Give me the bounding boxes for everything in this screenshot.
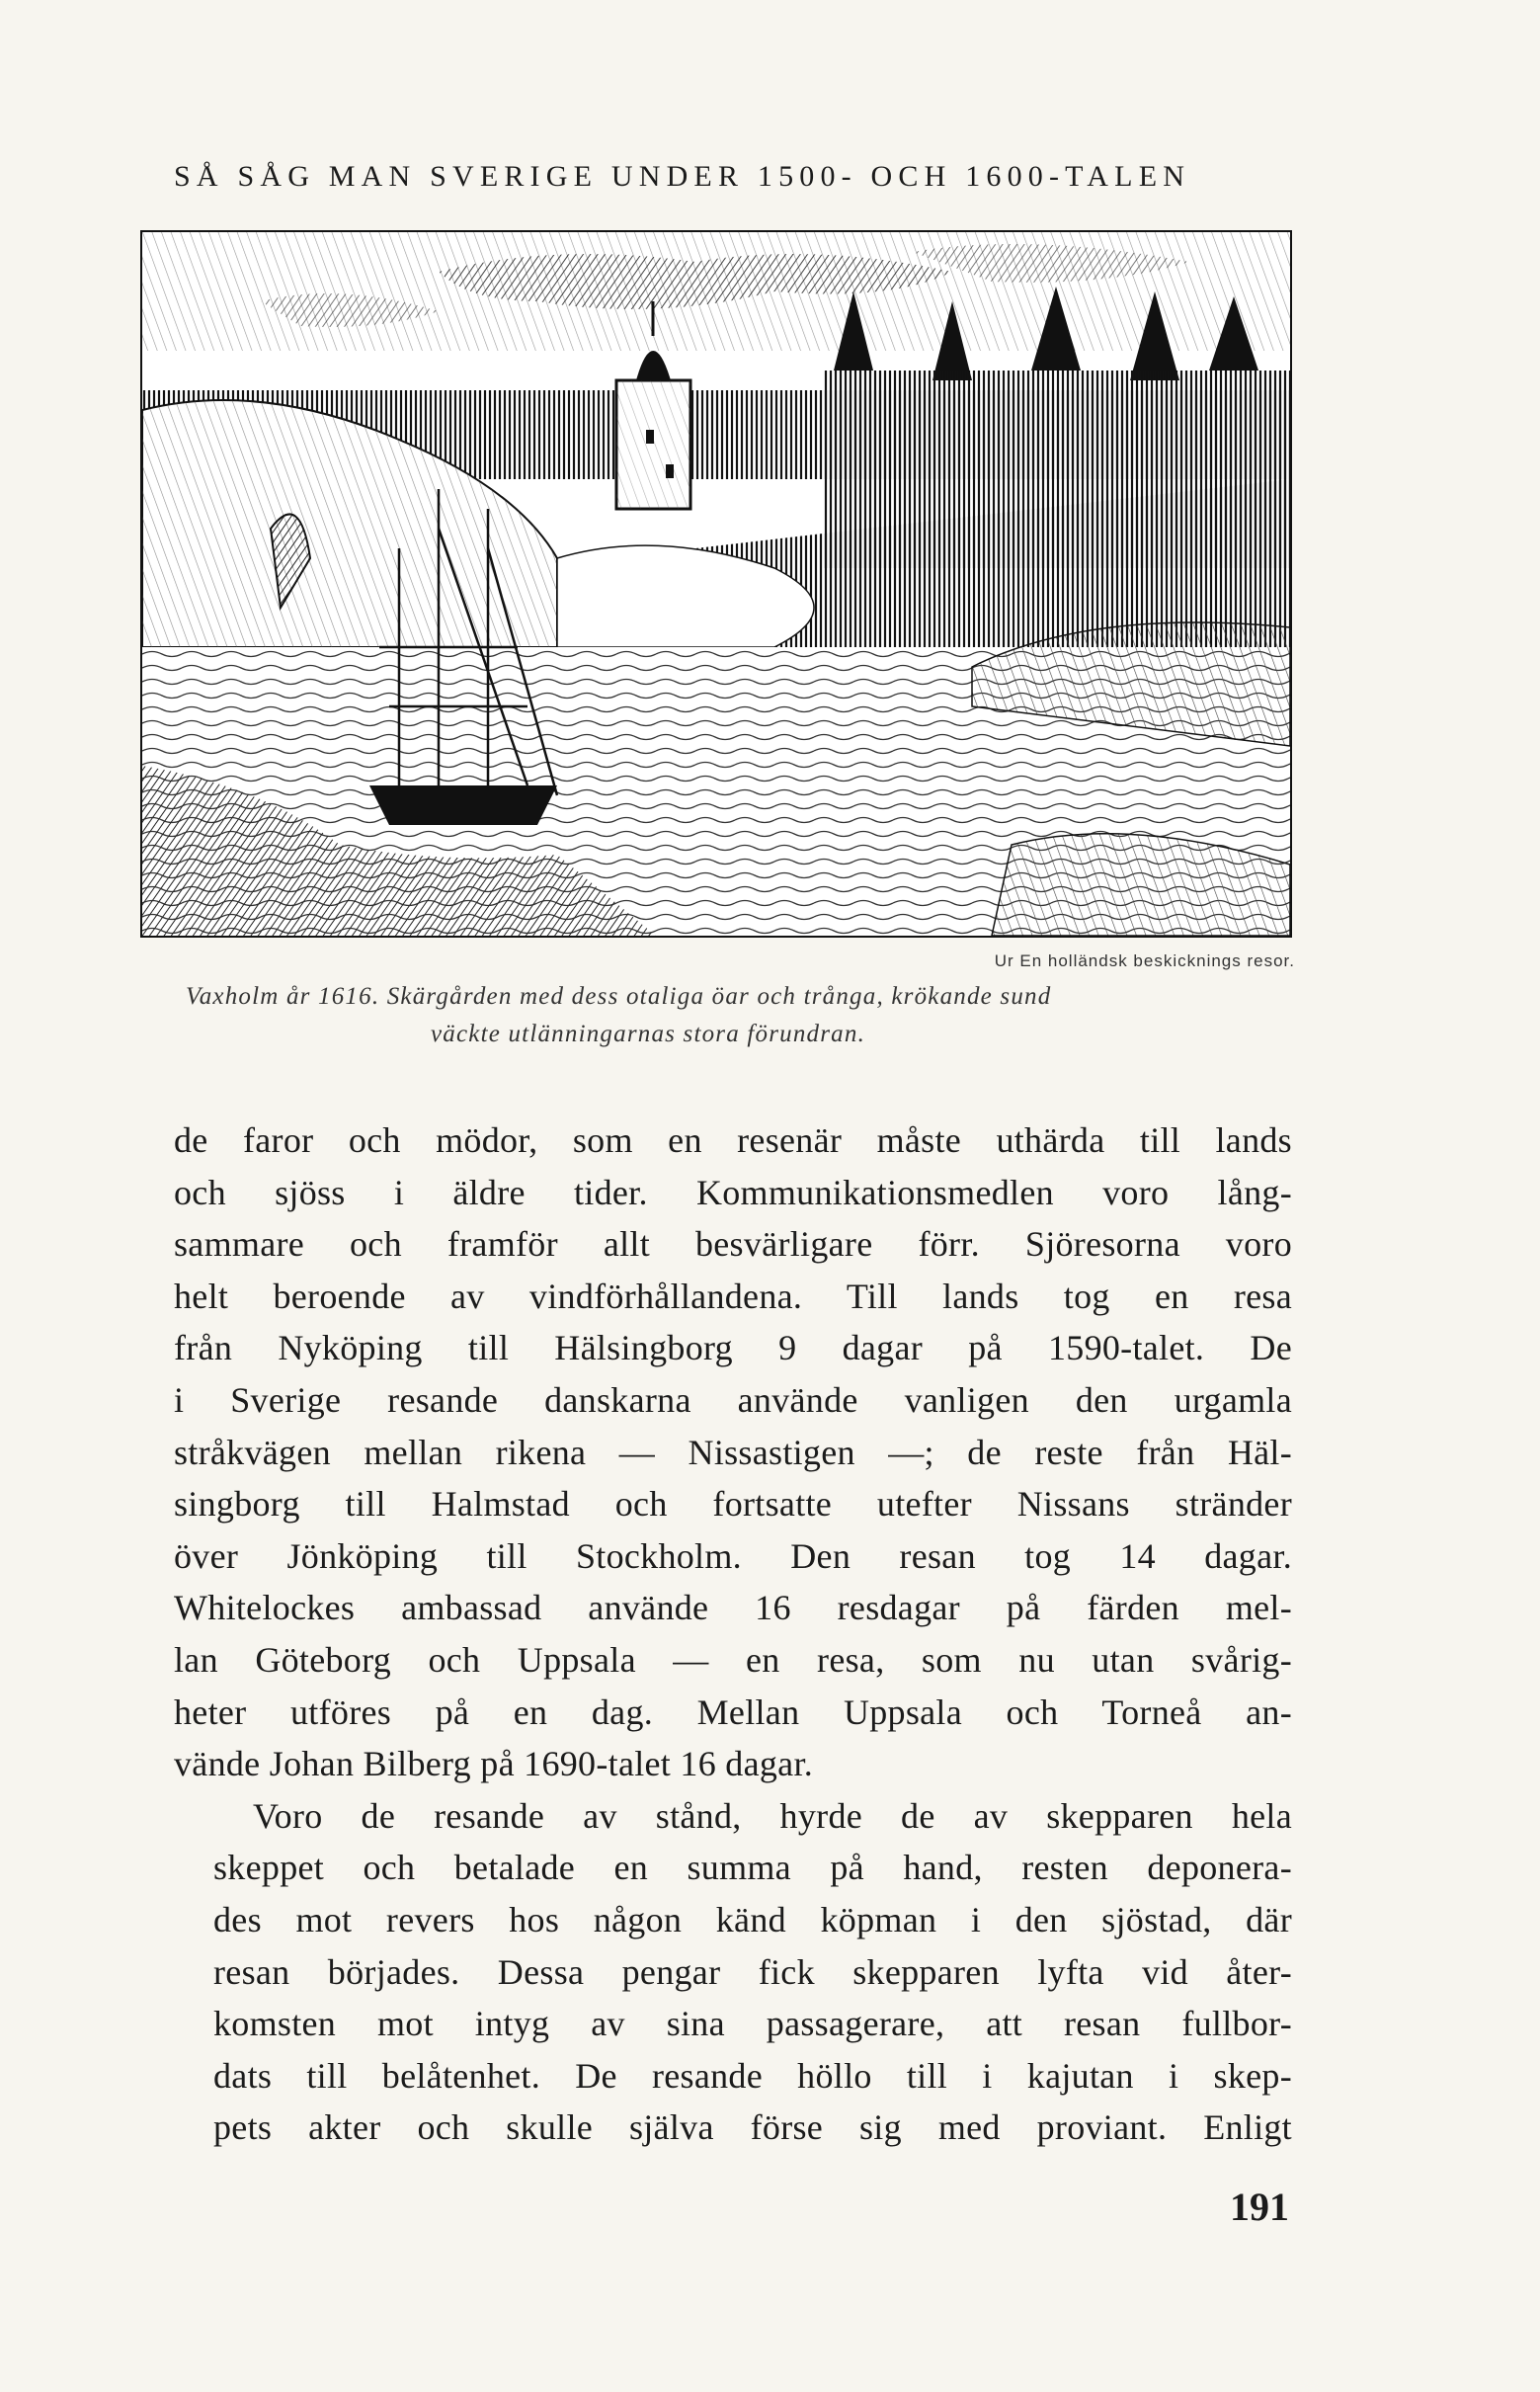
paragraph bbox=[174, 1790, 1292, 2154]
figure-caption-line: Vaxholm år 1616. Skärgården med dess otaliga öar och trånga, krökande sund bbox=[186, 983, 1052, 1010]
text-line: resan börjades. Dessa pengar fick skepparen lyfta vid åter- bbox=[213, 1951, 1292, 1992]
text-line: dats till belåtenhet. De resande höllo till i kajutan i skep- bbox=[213, 2055, 1292, 2096]
figure-caption bbox=[174, 978, 1300, 1053]
text-line: helt beroende av vindförhållandena. Till lands tog en resa bbox=[174, 1276, 1292, 1316]
engraving-illustration bbox=[140, 230, 1292, 938]
text-line: singborg till Halmstad och fortsatte utefter Nissans stränder bbox=[174, 1484, 1292, 1525]
text-line: från Nyköping till Hälsingborg 9 dagar på 1590-talet. De bbox=[174, 1328, 1292, 1368]
text-line: sammare och framför allt besvärligare förr. Sjöresorna voro bbox=[174, 1224, 1292, 1265]
figure-caption-line: väckte utlänningarnas stora förundran. bbox=[431, 1021, 866, 1047]
text-line: skeppet och betalade en summa på hand, resten deponera- bbox=[213, 1848, 1292, 1888]
text-line: och sjöss i äldre tider. Kommunikationsmedlen voro lång- bbox=[174, 1172, 1292, 1212]
text-line: pets akter och skulle själva förse sig med proviant. Enligt bbox=[213, 2107, 1292, 2148]
text-line: vände Johan Bilberg på 1690-talet 16 dagar. bbox=[174, 1744, 814, 1784]
paragraph bbox=[174, 1114, 1292, 1790]
text-line: de faror och mödor, som en resenär måste uthärda till lands bbox=[174, 1120, 1292, 1160]
body-text bbox=[174, 1114, 1292, 2154]
text-line: heter utföres på en dag. Mellan Uppsala och Torneå an- bbox=[174, 1691, 1292, 1732]
page-number: 191 bbox=[1230, 2185, 1289, 2229]
text-line: komsten mot intyg av sina passagerare, att resan fullbor- bbox=[213, 2004, 1292, 2044]
text-line: stråkvägen mellan rikena — Nissastigen —; de reste från Häl- bbox=[174, 1432, 1292, 1472]
running-title: SÅ SÅG MAN SVERIGE UNDER 1500- OCH 1600-TALEN bbox=[174, 160, 1191, 193]
text-line: Whitelockes ambassad använde 16 resdagar på färden mel- bbox=[174, 1588, 1292, 1628]
text-line: lan Göteborg och Uppsala — en resa, som nu utan svårig- bbox=[174, 1639, 1292, 1680]
figure-credit: Ur En holländsk beskicknings resor. bbox=[994, 951, 1295, 970]
text-line: över Jönköping till Stockholm. Den resan tog 14 dagar. bbox=[174, 1535, 1292, 1576]
text-line: des mot revers hos någon känd köpman i den sjöstad, där bbox=[213, 1899, 1292, 1939]
text-line: Voro de resande av stånd, hyrde de av skepparen hela bbox=[253, 1795, 1292, 1836]
text-line: i Sverige resande danskarna använde vanligen den urgamla bbox=[174, 1379, 1292, 1420]
